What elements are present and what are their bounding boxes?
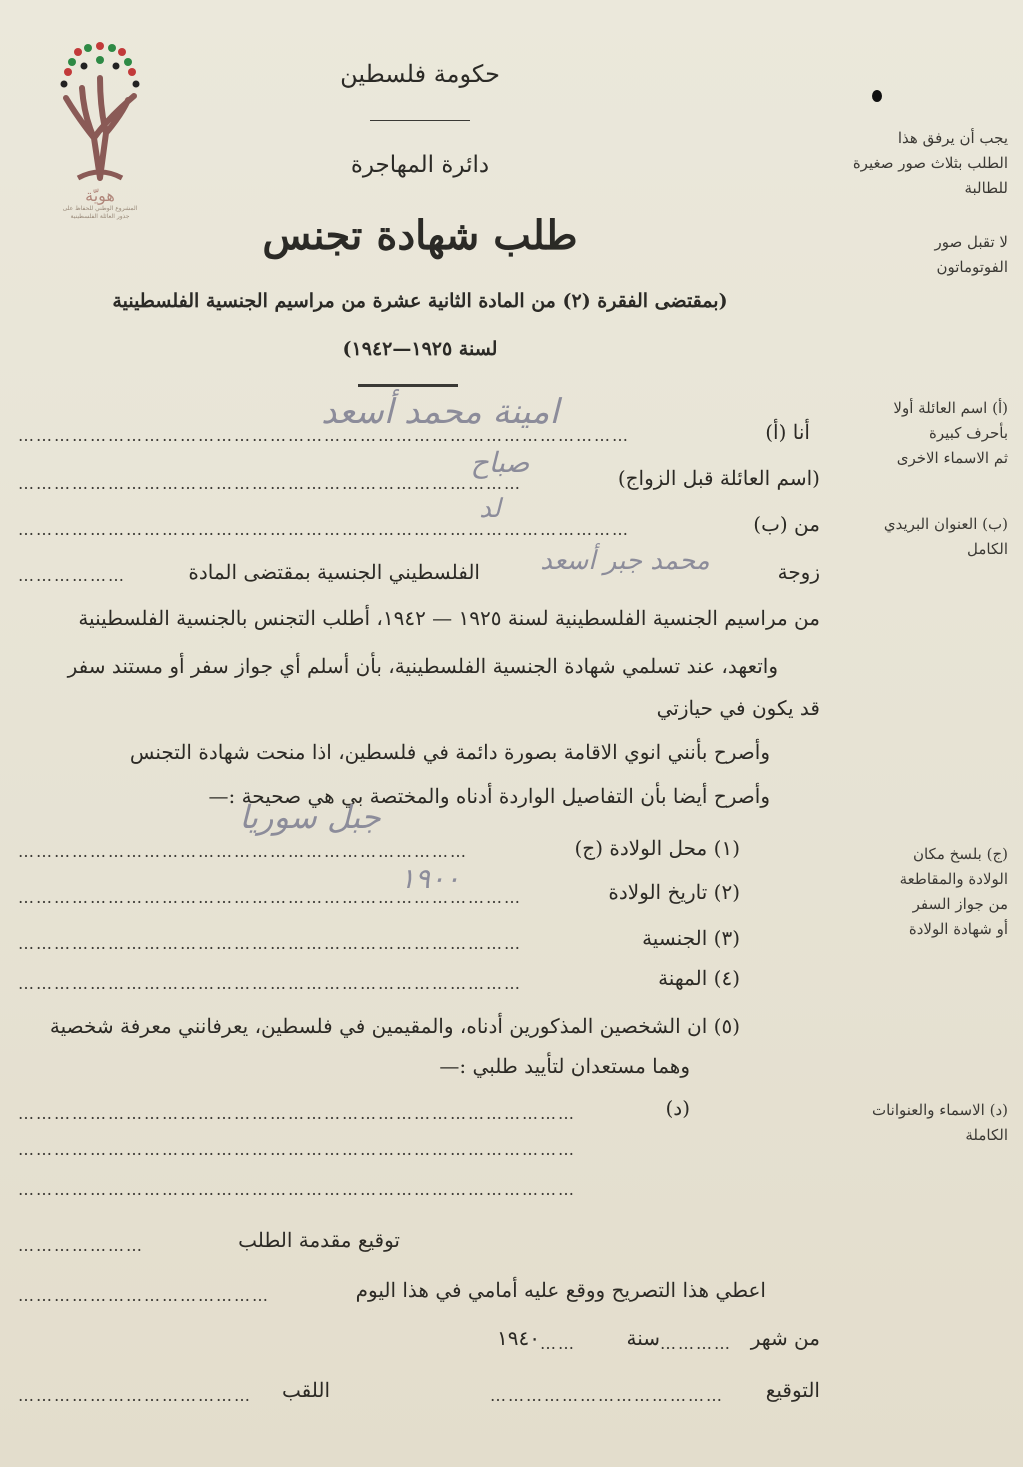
year-value: ١٩٤٠ bbox=[497, 1326, 540, 1350]
month-label: من شهر bbox=[750, 1326, 820, 1350]
birthplace-handwritten: جبل سوريا bbox=[239, 798, 381, 836]
note-b-line-1: (ب) العنوان البريدي bbox=[883, 515, 1008, 533]
paragraph-line-4: وأصرح بأنني انوي الاقامة بصورة دائمة في فلسطين، اذا منحت شهادة التجنس bbox=[129, 740, 770, 764]
item-1-dotted-line: ………………………………………………………………… bbox=[18, 842, 468, 861]
official-title-dotted-line: ………………………………… bbox=[18, 1386, 252, 1405]
item-4-label: (٤) المهنة bbox=[658, 966, 740, 990]
note-d-line-1: (د) الاسماء والعنوانات bbox=[871, 1101, 1008, 1119]
official-signature-label: التوقيع bbox=[765, 1378, 820, 1402]
birthdate-handwritten: ١٩٠٠ bbox=[399, 862, 461, 895]
maiden-name-handwritten: صباح bbox=[470, 446, 530, 479]
item-5-line-1: (٥) ان الشخصين المذكورين أدناه، والمقيمين في فلسطين، يعرفانني معرفة شخصية bbox=[49, 1014, 740, 1038]
government-heading: حكومة فلسطين bbox=[340, 60, 500, 88]
note-photomaton-line-1: لا تقبل صور bbox=[934, 233, 1008, 251]
note-a-line-2: بأحرف كبيرة bbox=[929, 424, 1008, 442]
ana-dotted-line: ………………………………………………………………………………………… bbox=[18, 426, 630, 445]
note-a-line-3: ثم الاسماء الاخرى bbox=[896, 449, 1008, 467]
referees-dotted-line-3: ………………………………………………………………………………… bbox=[18, 1180, 576, 1199]
note-a bbox=[838, 396, 1008, 471]
logo-tagline-2: جذور العائلة الفلسطينية bbox=[70, 213, 130, 220]
note-c bbox=[838, 842, 1008, 942]
paragraph-line-5: وأصرح أيضا بأن التفاصيل الواردة أدناه والمختصة بي هي صحيحة :— bbox=[208, 784, 770, 808]
declaration-dotted-line: …………………………………… bbox=[18, 1286, 270, 1305]
year-label: سنة bbox=[626, 1326, 660, 1350]
from-label: من (ب) bbox=[753, 512, 820, 536]
wife-label: زوجة bbox=[777, 560, 820, 584]
paragraph-line-3: قد يكون في حيازتي bbox=[656, 696, 820, 720]
note-photos-line-2: الطلب بثلاث صور صغيرة bbox=[852, 154, 1008, 172]
husband-name-handwritten: محمد جبر أسعد bbox=[540, 546, 710, 576]
item-1-label: (١) محل الولادة (ج) bbox=[574, 836, 740, 860]
maiden-name-label: (اسم العائلة قبل الزواج) bbox=[617, 466, 820, 490]
form-title: طلب شهادة تجنس bbox=[262, 212, 578, 259]
item-2-label: (٢) تاريخ الولادة bbox=[608, 880, 740, 904]
referees-dotted-line-1: ………………………………………………………………………………… bbox=[18, 1104, 576, 1123]
note-b-line-2: الكامل bbox=[967, 540, 1008, 558]
note-c-line-3: من جواز السفر bbox=[912, 895, 1008, 913]
note-c-line-2: الولادة والمقاطعة bbox=[899, 870, 1008, 888]
month-dotted-line: ………… bbox=[660, 1334, 732, 1353]
note-photos-line-3: للطالبة bbox=[964, 179, 1008, 197]
applicant-name-handwritten: امينة محمد أسعد bbox=[321, 392, 559, 432]
paragraph-line-2: واتعهد، عند تسلمي شهادة الجنسية الفلسطينية، بأن أسلم أي جواز سفر أو مستند سفر bbox=[67, 654, 778, 678]
note-photomaton bbox=[838, 230, 1008, 280]
family-tree-icon bbox=[48, 38, 152, 188]
note-photomaton-line-2: الفوتوماتون bbox=[936, 258, 1008, 276]
paragraph-line-1: من مراسيم الجنسية الفلسطينية لسنة ١٩٢٥ — ١٩٤٢، أطلب التجنس بالجنسية الفلسطينية bbox=[78, 606, 820, 630]
wife-dotted-line: ……………… bbox=[18, 566, 126, 585]
from-dotted-line: ………………………………………………………………………………………… bbox=[18, 520, 630, 539]
ana-label: أنا (أ) bbox=[765, 420, 810, 444]
applicant-signature-label: توقيع مقدمة الطلب bbox=[238, 1228, 400, 1252]
note-d-line-2: الكاملة bbox=[965, 1126, 1008, 1144]
note-b bbox=[838, 512, 1008, 562]
hawiya-logo bbox=[48, 38, 152, 228]
referees-label: (د) bbox=[665, 1096, 690, 1120]
form-subtitle-1: (بمقتضى الفقرة (٢) من المادة الثانية عشرة من مراسيم الجنسية الفلسطينية bbox=[112, 290, 728, 312]
note-a-line-1: (أ) اسم العائلة أولا bbox=[893, 399, 1008, 417]
note-photos bbox=[838, 126, 1008, 201]
department-heading: دائرة المهاجرة bbox=[350, 152, 490, 178]
item-3-dotted-line: ………………………………………………………………………… bbox=[18, 934, 522, 953]
declaration-text: اعطي هذا التصريح ووقع عليه أمامي في هذا اليوم bbox=[355, 1278, 766, 1302]
wife-nationality-text: الفلسطيني الجنسية بمقتضى المادة bbox=[188, 560, 480, 584]
form-subtitle-2: لسنة ١٩٢٥—١٩٤٢) bbox=[342, 338, 498, 360]
logo-tagline-1: المشروع الوطني للحفاظ على bbox=[62, 205, 138, 212]
header-rule-2 bbox=[358, 384, 458, 387]
note-c-line-4: أو شهادة الولادة bbox=[908, 920, 1008, 938]
item-3-label: (٣) الجنسية bbox=[642, 926, 740, 950]
referees-dotted-line-2: ………………………………………………………………………………… bbox=[18, 1140, 576, 1159]
year-dotted-line: …… bbox=[540, 1334, 576, 1353]
official-signature-dotted-line: ………………………………… bbox=[490, 1386, 724, 1405]
logo-name: هويّة bbox=[85, 186, 115, 205]
maiden-dotted-line: ………………………………………………………………………… bbox=[18, 474, 522, 493]
note-photos-line-1: يجب أن يرفق هذا bbox=[897, 129, 1008, 147]
item-5-line-2: وهما مستعدان لتأييد طلبي :— bbox=[439, 1054, 690, 1078]
ink-spot bbox=[872, 90, 882, 102]
header-rule-1 bbox=[370, 120, 470, 121]
note-c-line-1: (ج) بلسخ مكان bbox=[912, 845, 1008, 863]
applicant-signature-dotted-line: ………………… bbox=[18, 1236, 144, 1255]
item-4-dotted-line: ………………………………………………………………………… bbox=[18, 974, 522, 993]
note-d bbox=[838, 1098, 1008, 1148]
address-handwritten: لد bbox=[479, 494, 501, 524]
item-2-dotted-line: ………………………………………………………………………… bbox=[18, 888, 522, 907]
official-title-label: اللقب bbox=[281, 1378, 330, 1402]
